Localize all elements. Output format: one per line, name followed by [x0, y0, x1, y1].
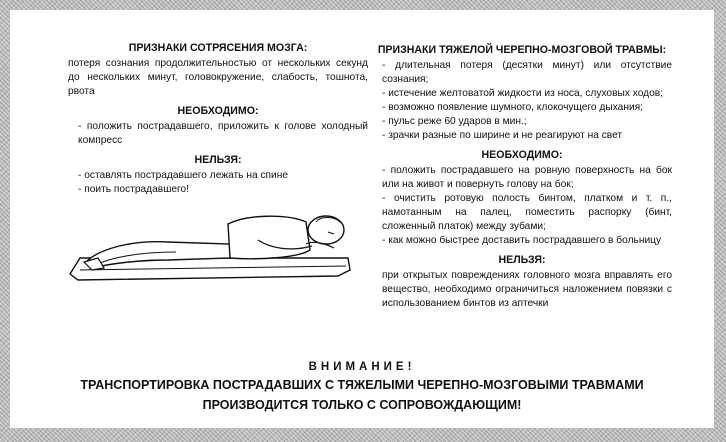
concussion-signs-text: потеря сознания продолжительностью от нескольких секунд до нескольких минут, головокружение, слабость, тошнота, рвота	[68, 58, 368, 97]
concussion-section	[68, 40, 368, 197]
necessary-heading-left: НЕОБХОДИМО:	[177, 105, 259, 117]
severe-item: - зрачки разные по ширине и не реагируют на свет	[382, 130, 623, 141]
severe-item: - длительная потеря (десятки минут) или отсутствие сознания;	[382, 60, 672, 85]
necessary-item: - как можно быстрее доставить пострадавшего в больницу	[382, 235, 662, 246]
necessary-item: - очистить ротовую полость бинтом, платком и т. п., намотанным на палец, поместить распорку (бинт, сложенный платок) между зубами;	[382, 193, 672, 232]
attention-block	[10, 359, 714, 415]
severe-item: - возможно появление шумного, клокочущего дыхания;	[382, 102, 644, 113]
concussion-heading: ПРИЗНАКИ СОТРЯСЕНИЯ МОЗГА:	[128, 42, 308, 54]
forbidden-heading-right: НЕЛЬЗЯ:	[498, 254, 546, 266]
severe-item: - пульс реже 60 ударов в мин.;	[382, 116, 527, 127]
poster-panel	[10, 10, 714, 428]
forbidden-item: - оставлять пострадавшего лежать на спине	[78, 170, 289, 181]
attention-line-1: ТРАНСПОРТИРОВКА ПОСТРАДАВШИХ С ТЯЖЕЛЫМИ ЧЕРЕПНО-МОЗГОВЫМИ ТРАВМАМИ	[80, 378, 644, 392]
attention-line-2: ПРОИЗВОДИТСЯ ТОЛЬКО С СОПРОВОЖДАЮЩИМ!	[202, 398, 522, 412]
severe-item: - истечение желтоватой жидкости из носа, слуховых ходов;	[382, 88, 664, 99]
necessary-item: - положить пострадавшего на ровную поверхность на бок или на живот и повернуть голову на бок;	[382, 165, 672, 190]
forbidden-item: - поить пострадавшего!	[78, 184, 190, 195]
necessary-text-left: - положить пострадавшего, приложить к голове холодный компресс	[78, 121, 368, 146]
attention-title: ВНИМАНИЕ!	[308, 361, 416, 373]
necessary-heading-right: НЕОБХОДИМО:	[481, 149, 563, 161]
lying-person-illustration	[58, 200, 358, 284]
forbidden-text-right: при открытых повреждениях головного мозга вправлять его вещество, необходимо ограничиться наложением повязки с использованием бинтов из аптечки	[382, 270, 672, 309]
severe-trauma-section	[372, 42, 672, 311]
forbidden-heading-left: НЕЛЬЗЯ:	[194, 154, 242, 166]
severe-heading: ПРИЗНАКИ ТЯЖЕЛОЙ ЧЕРЕПНО-МОЗГОВОЙ ТРАВМЫ:	[377, 44, 667, 56]
